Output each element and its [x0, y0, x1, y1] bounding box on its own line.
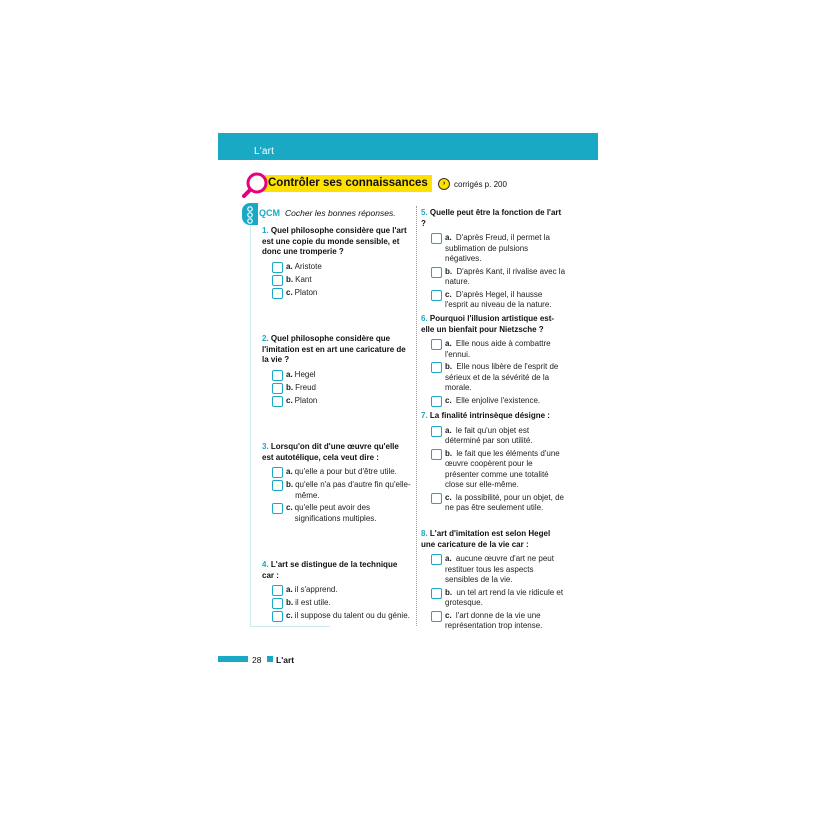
question-number: 8.	[421, 529, 428, 538]
option[interactable]	[272, 288, 410, 299]
option-text: Elle nous libère de l'esprit de sérieux et de la sévérité de la morale.	[445, 362, 559, 392]
checkbox[interactable]	[431, 426, 442, 437]
footer-marker	[267, 656, 273, 662]
checkbox[interactable]	[272, 480, 283, 491]
option[interactable]	[272, 585, 410, 596]
option-text: le fait qu'un objet est déterminé par son utilité.	[445, 425, 533, 445]
question-label: La finalité intrinsèque désigne :	[429, 411, 550, 420]
option-text: Elle nous aide à combattre l'ennui.	[445, 339, 551, 359]
question-label: Quel philosophe considère que l'imitation est en art une caricature de la vie ?	[262, 334, 406, 364]
option-text: Aristote	[294, 261, 322, 271]
option-letter: a.	[286, 585, 293, 594]
question-text	[421, 314, 566, 335]
footer-bar	[218, 656, 248, 662]
checkbox[interactable]	[272, 262, 283, 273]
checkbox[interactable]	[431, 611, 442, 622]
option[interactable]	[431, 449, 566, 491]
question-number: 1.	[262, 226, 269, 235]
option-letter: b.	[286, 598, 294, 607]
question-label: Pourquoi l'illusion artistique est-elle un bienfait pour Nietzsche ?	[421, 314, 555, 334]
option-text: qu'elle a pour but d'être utile.	[294, 467, 397, 476]
checkbox[interactable]	[272, 396, 283, 407]
question-3	[262, 442, 412, 526]
question-number: 4.	[262, 560, 269, 569]
option-text: la possibilité, pour un objet, de ne pas être seulement utile.	[445, 492, 564, 512]
qcm-label: QCM	[259, 208, 280, 218]
question-4	[262, 560, 410, 624]
option-text: D'après Kant, il rivalise avec la nature.	[445, 266, 566, 286]
checkbox[interactable]	[272, 598, 283, 609]
option-text: Platon	[294, 287, 318, 297]
checkbox[interactable]	[431, 233, 442, 244]
question-number: 2.	[262, 334, 269, 343]
chapter-title: L'art	[254, 146, 275, 157]
corriges-label: corrigés p. 200	[454, 179, 507, 189]
question-label: Lorsqu'on dit d'une œuvre qu'elle est autotélique, cela veut dire :	[262, 442, 399, 462]
question-text	[262, 560, 410, 581]
bottom-rule	[250, 626, 330, 627]
checkbox[interactable]	[431, 362, 442, 373]
question-2	[262, 334, 410, 409]
checkbox[interactable]	[272, 585, 283, 596]
checkbox[interactable]	[272, 370, 283, 381]
checkbox[interactable]	[272, 288, 283, 299]
checkbox[interactable]	[431, 396, 442, 407]
page-number: 28	[252, 655, 262, 665]
option[interactable]	[272, 503, 412, 524]
checkbox[interactable]	[272, 383, 283, 394]
question-8	[421, 529, 566, 634]
question-5	[421, 208, 566, 313]
option-text: qu'elle peut avoir des significations multiples.	[294, 503, 377, 523]
question-text	[262, 442, 412, 463]
qcm-instruction: Cocher les bonnes réponses.	[285, 208, 396, 218]
question-text	[421, 411, 566, 422]
checkbox[interactable]	[431, 339, 442, 350]
option[interactable]	[272, 611, 410, 622]
option-letter: a.	[286, 467, 293, 476]
question-text	[421, 208, 566, 229]
option[interactable]	[272, 370, 410, 381]
option-text: Hegel	[294, 369, 316, 379]
option-text: Kant	[295, 274, 312, 284]
option[interactable]	[272, 598, 410, 609]
option[interactable]	[272, 383, 410, 394]
option[interactable]	[272, 396, 410, 407]
arrow-right-icon: ›	[438, 178, 450, 190]
option-text: Platon	[294, 395, 318, 405]
checkbox[interactable]	[431, 493, 442, 504]
question-label: Quelle peut être la fonction de l'art ?	[421, 208, 562, 228]
question-6	[421, 314, 566, 409]
option[interactable]	[431, 611, 566, 632]
option-letter: c.	[286, 503, 293, 512]
checkbox[interactable]	[431, 290, 442, 301]
checkbox[interactable]	[272, 611, 283, 622]
option-text: aucune œuvre d'art ne peut restituer tous les aspects sensibles de la vie.	[445, 554, 554, 584]
option-letter: b.	[286, 480, 294, 489]
question-label: L'art se distingue de la technique car :	[262, 560, 398, 580]
option-text: le fait que les éléments d'une œuvre coopèrent pour le présenter comme une totalité close sur elle-même.	[445, 448, 560, 489]
option[interactable]	[272, 467, 412, 478]
option-letter: b.	[445, 362, 455, 371]
option-letter: c.	[286, 287, 293, 297]
corriges-reference[interactable]	[438, 178, 507, 190]
question-7	[421, 411, 566, 516]
option-letter: a.	[445, 339, 454, 348]
option-text: il suppose du talent ou du génie.	[294, 611, 410, 620]
column-divider	[416, 206, 417, 626]
left-rule	[250, 226, 251, 626]
question-number: 3.	[262, 442, 269, 451]
option-letter: b.	[445, 448, 455, 458]
option-text: Elle enjolive l'existence.	[455, 395, 541, 405]
option[interactable]	[431, 267, 566, 288]
question-text	[421, 529, 566, 550]
option-letter: c.	[286, 611, 293, 620]
rings-icon	[245, 206, 255, 224]
option-letter: a.	[286, 369, 293, 379]
option-text: il s'apprend.	[294, 585, 338, 594]
option-text: qu'elle n'a pas d'autre fin qu'elle-même.	[295, 480, 411, 500]
option-letter: c.	[445, 492, 454, 502]
option-text: il est utile.	[295, 598, 331, 607]
checkbox[interactable]	[431, 588, 442, 599]
option[interactable]	[272, 275, 410, 286]
checkbox[interactable]	[272, 503, 283, 514]
option[interactable]	[431, 233, 566, 265]
question-label: Quel philosophe considère que l'art est une copie du monde sensible, et donc une tromperie ?	[262, 226, 407, 256]
option-letter: c.	[445, 395, 454, 405]
option-letter: a.	[445, 233, 454, 242]
option-letter: b.	[445, 266, 455, 276]
magnifier-icon	[241, 172, 269, 198]
question-text	[262, 334, 410, 366]
option[interactable]	[272, 480, 412, 501]
option[interactable]	[272, 262, 410, 273]
option-text: Freud	[295, 382, 317, 392]
checkbox[interactable]	[431, 554, 442, 565]
option[interactable]	[431, 588, 566, 609]
option-text: D'après Hegel, il hausse l'esprit au niveau de la nature.	[445, 289, 552, 309]
checkbox[interactable]	[272, 467, 283, 478]
checkbox[interactable]	[431, 267, 442, 278]
option-text: D'après Freud, il permet la sublimation de pulsions négatives.	[445, 233, 550, 263]
checkbox[interactable]	[431, 449, 442, 460]
footer-title: L'art	[276, 655, 295, 665]
option[interactable]	[431, 426, 566, 447]
option-letter: a.	[286, 261, 293, 271]
option-letter: c.	[445, 289, 454, 299]
option[interactable]	[431, 554, 566, 586]
question-number: 6.	[421, 314, 428, 323]
question-text	[262, 226, 410, 258]
question-number: 7.	[421, 411, 428, 420]
option-text: un tel art rend la vie ridicule et grotesque.	[445, 587, 564, 607]
question-number: 5.	[421, 208, 428, 217]
option[interactable]	[431, 493, 566, 514]
question-label: L'art d'imitation est selon Hegel une caricature de la vie car :	[421, 529, 551, 549]
header-bar	[218, 133, 598, 160]
question-1	[262, 226, 410, 301]
option-text: l'art donne de la vie une représentation trop intense.	[445, 610, 543, 630]
option-letter: b.	[286, 274, 294, 284]
option[interactable]	[431, 339, 566, 360]
option-letter: b.	[286, 382, 294, 392]
option-letter: c.	[445, 610, 454, 620]
option[interactable]	[431, 396, 566, 407]
option-letter: a.	[445, 554, 454, 563]
option[interactable]	[431, 362, 566, 394]
section-title: Contrôler ses connaissances	[268, 177, 428, 189]
option-letter: b.	[445, 587, 455, 597]
checkbox[interactable]	[272, 275, 283, 286]
option[interactable]	[431, 290, 566, 311]
option-letter: a.	[445, 425, 454, 435]
option-letter: c.	[286, 395, 293, 405]
